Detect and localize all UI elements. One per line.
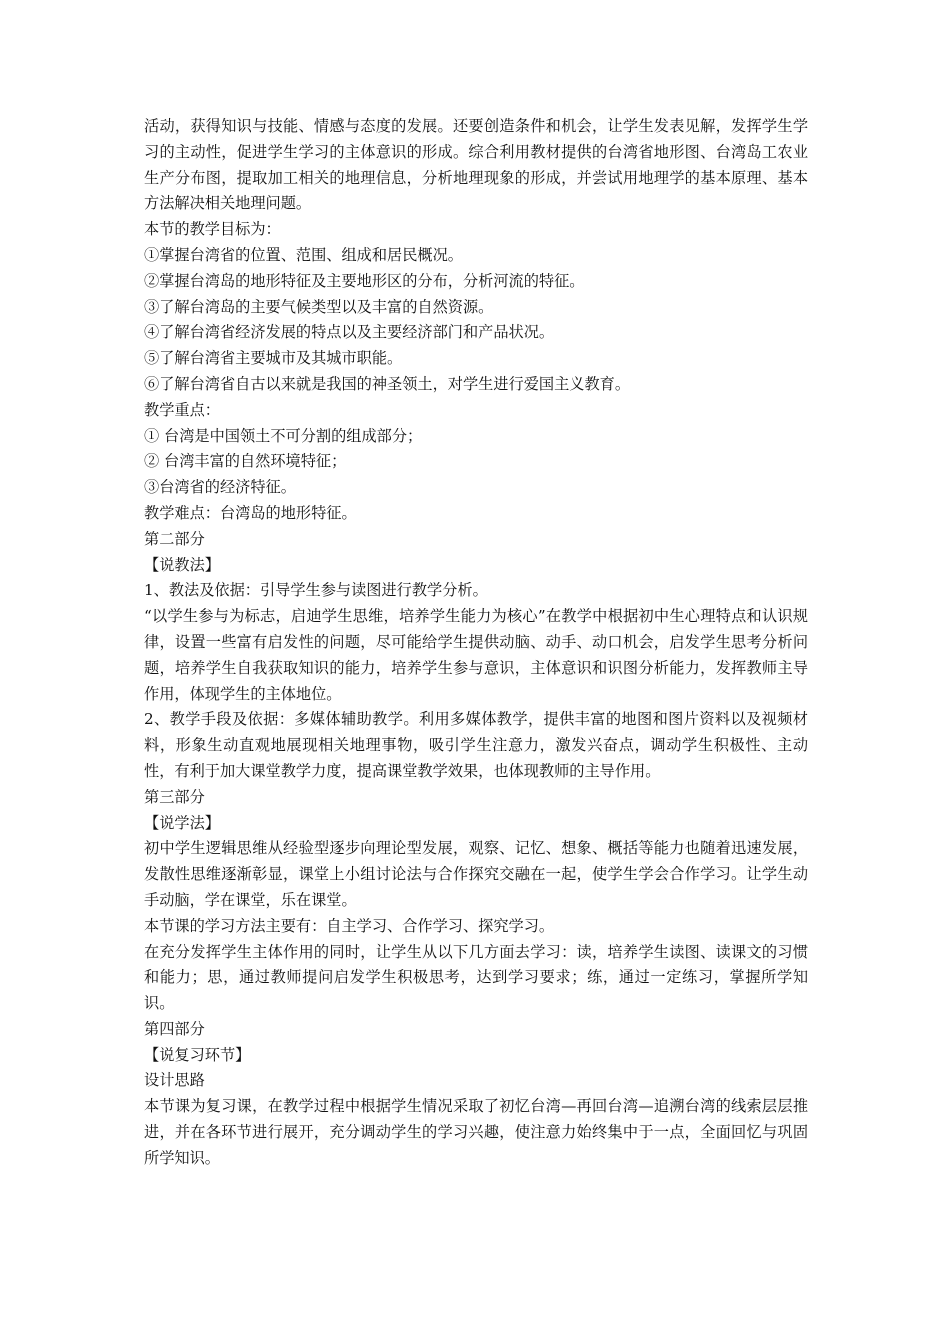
objective-item-1: ①掌握台湾省的位置、范围、组成和居民概况。 [144,245,463,264]
paragraph-review-design: 本节课为复习课，在教学过程中根据学生情况采取了初忆台湾—再回台湾—追溯台湾的线索层层推进，并在各环节进行展开，充分调动学生的学习兴趣，使注意力始终集中于一点，全面回忆与巩固所学知识。 [144,1097,808,1167]
section-title-learning-method: 【说学法】 [144,813,220,832]
objective-item-5: ⑤了解台湾省主要城市及其城市职能。 [144,349,403,368]
paragraph-intro: 活动，获得知识与技能、情感与态度的发展。还要创造条件和机会，让学生发表见解，发挥学生学习的主动性，促进学生学习的主体意识的形成。综合利用教材提供的台湾省地形图、台湾岛工农业生产分布图，提取加工相关的地理信息，分析地理现象的形成，并尝试用地理学的基本原理、基本方法解决相关地理问题。 [144,117,808,213]
objective-item-2: ②掌握台湾岛的地形特征及主要地形区的分布，分析河流的特征。 [144,271,585,290]
subheading-design-idea: 设计思路 [144,1071,205,1090]
section-title-review: 【说复习环节】 [144,1045,251,1064]
section-heading-part-3: 第三部分 [144,787,205,806]
teaching-method-item-1: 1、教法及依据：引导学生参与读图进行教学分析。 [144,581,488,600]
key-point-item-3: ③台湾省的经济特征。 [144,478,296,497]
key-point-item-2: ② 台湾丰富的自然环境特征； [144,452,347,471]
objective-item-4: ④了解台湾省经济发展的特点以及主要经济部门和产品状况。 [144,323,555,342]
paragraph-teaching-method: “以学生参与为标志，启迪学生思维，培养学生能力为核心”在教学中根据初中生心理特点和认识规律，设置一些富有启发性的问题，尽可能给学生提供动脑、动手、动口机会，启发学生思考分析问题，培养学生自我获取知识的能力，培养学生参与意识，主体意识和识图分析能力，发挥教师主导作用，体现学生的主体地位。 [144,607,808,703]
paragraph-learning-approach: 在充分发挥学生主体作用的同时，让学生从以下几方面去学习：读，培养学生读图、读课文的习惯和能力；思，通过教师提问启发学生积极思考，达到学习要求；练，通过一定练习，掌握所学知识。 [144,942,808,1013]
heading-key-points: 教学重点： [144,400,220,419]
teaching-method-item-2: 2、教学手段及依据：多媒体辅助教学。利用多媒体教学，提供丰富的地图和图片资料以及视频材料，形象生动直观地展现相关地理事物，吸引学生注意力，激发兴奋点，调动学生积极性、主动性，有利于加大课堂教学力度，提高课堂教学效果，也体现教师的主导作用。 [144,710,808,780]
learning-methods-summary: 本节课的学习方法主要有：自主学习、合作学习、探究学习。 [144,916,555,935]
objective-item-6: ⑥了解台湾省自古以来就是我国的神圣领土，对学生进行爱国主义教育。 [144,374,630,393]
heading-objectives: 本节的教学目标为： [144,220,281,239]
section-title-teaching-method: 【说教法】 [144,555,220,574]
difficult-point: 教学难点：台湾岛的地形特征。 [144,503,357,522]
document-body [144,114,808,1172]
section-heading-part-4: 第四部分 [144,1019,205,1038]
section-heading-part-2: 第二部分 [144,529,205,548]
key-point-item-1: ① 台湾是中国领土不可分割的组成部分； [144,426,423,445]
objective-item-3: ③了解台湾岛的主要气候类型以及丰富的自然资源。 [144,297,494,316]
paragraph-learning-method: 初中学生逻辑思维从经验型逐步向理论型发展，观察、记忆、想象、概括等能力也随着迅速发展，发散性思维逐渐彰显，课堂上小组讨论法与合作探究交融在一起，使学生学会合作学习。让学生动手动脑，学在课堂，乐在课堂。 [144,839,808,909]
